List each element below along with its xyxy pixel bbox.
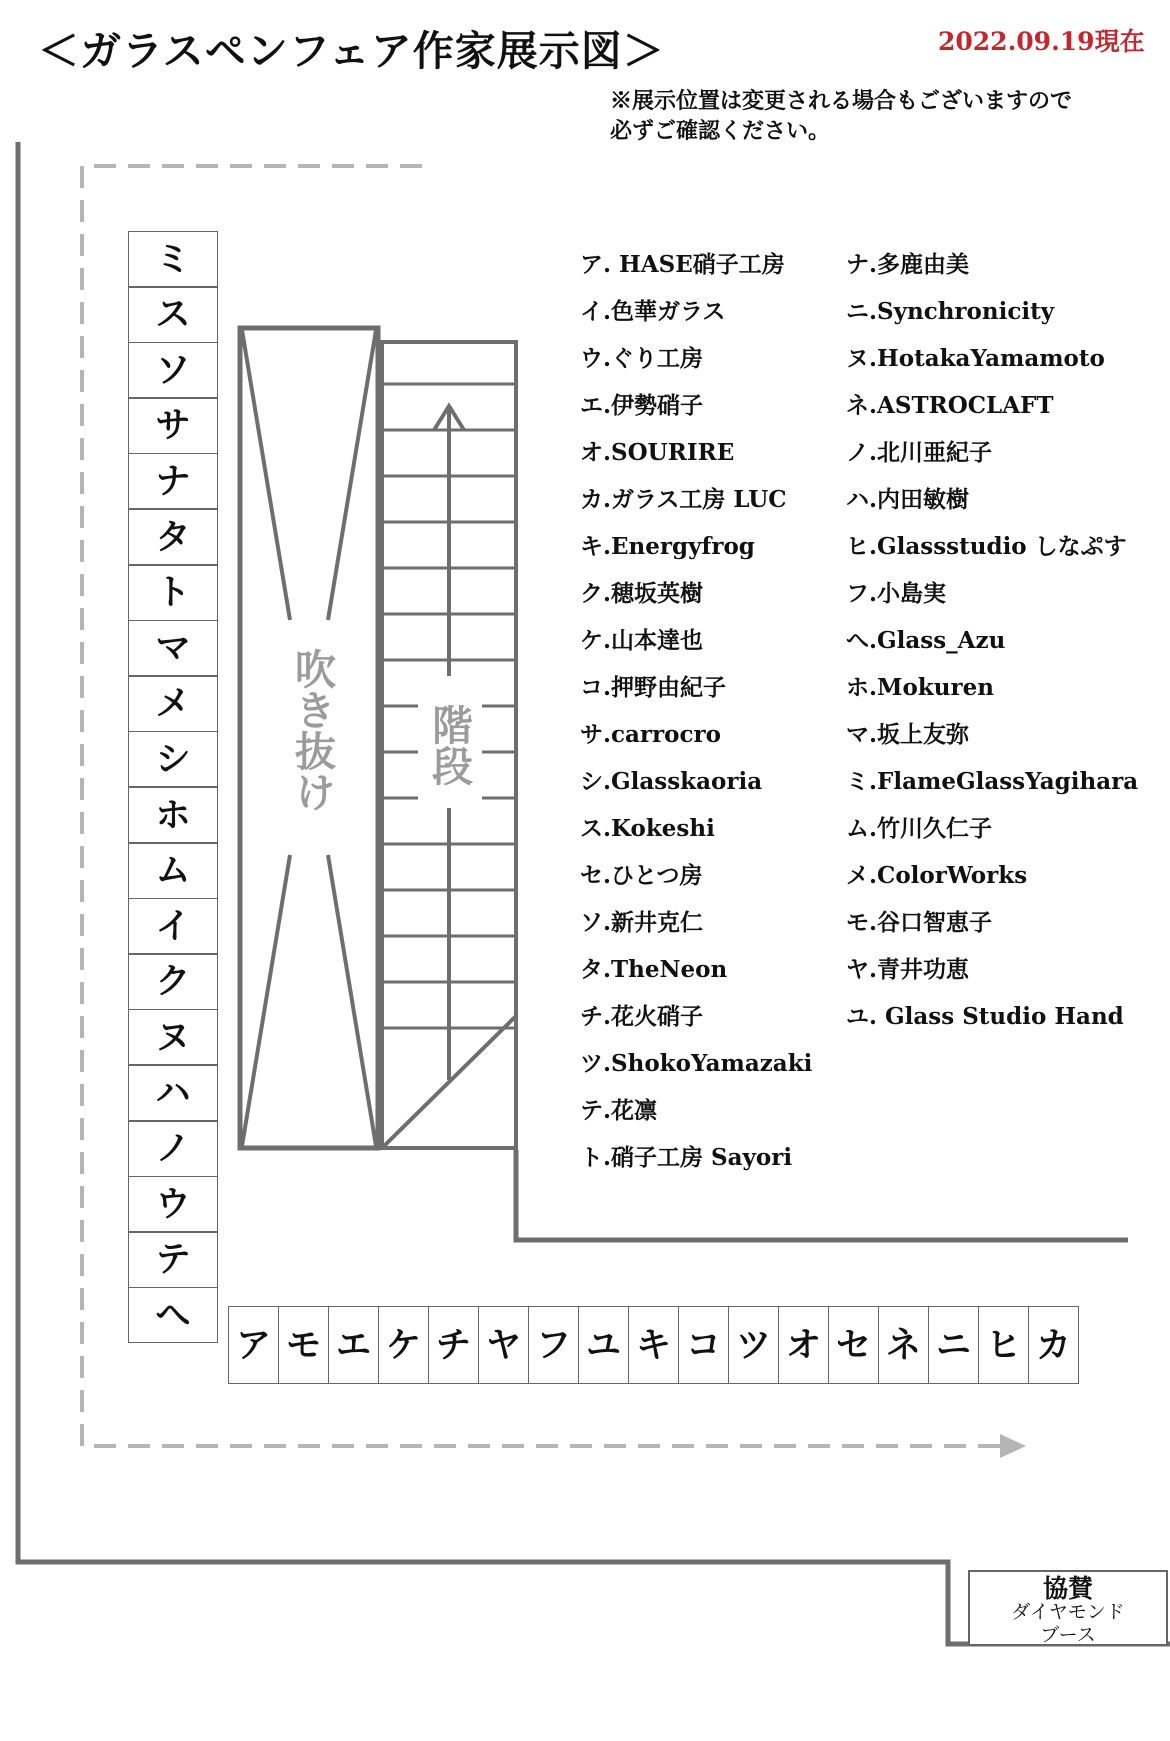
- booth-left-3: サ: [128, 398, 218, 454]
- booth-left-15: ハ: [128, 1065, 218, 1121]
- exhibitor-entry: エ.伊勢硝子: [580, 392, 704, 419]
- exhibitor-entry: ハ.内田敏樹: [846, 486, 970, 513]
- exhibitor-entry: ク.穂坂英樹: [580, 580, 704, 607]
- booth-left-9: シ: [128, 731, 218, 787]
- exhibitor-entry: ト.硝子工房 Sayori: [580, 1144, 793, 1171]
- booth-left-6: ト: [128, 565, 218, 621]
- exhibitor-entry: タ.TheNeon: [580, 956, 728, 983]
- booth-left-14: ヌ: [128, 1009, 218, 1065]
- notice-line-2: 必ずご確認ください。: [610, 118, 831, 144]
- exhibitor-entry: ム.竹川久仁子: [846, 815, 993, 842]
- exhibitor-entry: ソ.新井克仁: [580, 909, 704, 936]
- booth-bottom-15: ヒ: [978, 1306, 1029, 1384]
- exhibitor-entry: ケ.山本達也: [580, 627, 704, 654]
- exhibitor-entry: マ.坂上友弥: [846, 721, 970, 748]
- booth-bottom-16: カ: [1028, 1306, 1079, 1384]
- booth-left-11: ム: [128, 843, 218, 899]
- exhibitor-entry: カ.ガラス工房 LUC: [580, 486, 787, 513]
- exhibitor-entry: キ.Energyfrog: [580, 533, 755, 560]
- booth-left-12: イ: [128, 898, 218, 954]
- booth-left-2: ソ: [128, 342, 218, 398]
- stairs-label: 階段: [425, 704, 473, 786]
- booth-bottom-3: ケ: [378, 1306, 429, 1384]
- booth-bottom-2: エ: [328, 1306, 379, 1384]
- exhibitor-entry: へ.Glass_Azu: [846, 627, 1006, 654]
- booth-left-16: ノ: [128, 1121, 218, 1177]
- exhibitor-entry: ヤ.青井功恵: [846, 956, 970, 983]
- exhibitor-entry: オ.SOURIRE: [580, 439, 735, 466]
- booth-bottom-5: ヤ: [478, 1306, 529, 1384]
- exhibitor-entry: テ.花凛: [580, 1097, 658, 1124]
- exhibitor-entry: ニ.Synchronicity: [846, 298, 1055, 325]
- exhibitor-entry: ヒ.Glassstudio しなぷす: [846, 533, 1127, 560]
- exhibitor-entry: ノ.北川亜紀子: [846, 439, 993, 466]
- sponsor-booth: [968, 1570, 1168, 1646]
- exhibitor-entry: フ.小島実: [846, 580, 947, 607]
- booth-bottom-11: オ: [778, 1306, 829, 1384]
- exhibitor-entry: ア. HASE硝子工房: [580, 251, 785, 278]
- flow-arrowhead: [1000, 1434, 1026, 1458]
- exhibitor-entry: ナ.多鹿由美: [846, 251, 970, 278]
- exhibitor-entry: ホ.Mokuren: [846, 674, 994, 701]
- booth-bottom-4: チ: [428, 1306, 479, 1384]
- booth-left-7: マ: [128, 620, 218, 676]
- sponsor-line-2: ブース: [1040, 1623, 1096, 1646]
- booth-left-13: ク: [128, 954, 218, 1010]
- booth-bottom-7: ユ: [578, 1306, 629, 1384]
- notice-line-1: ※展示位置は変更される場合もございますので: [610, 88, 1073, 114]
- booth-left-1: ス: [128, 287, 218, 343]
- booth-bottom-8: キ: [628, 1306, 679, 1384]
- exhibitor-entry: ウ.ぐり工房: [580, 345, 704, 372]
- exhibitor-entry: モ.谷口智恵子: [846, 909, 993, 936]
- booth-left-17: ウ: [128, 1176, 218, 1232]
- exhibitor-entry: ユ. Glass Studio Hand: [846, 1003, 1124, 1030]
- booth-left-10: ホ: [128, 787, 218, 843]
- exhibitor-entry: ヌ.HotakaYamamoto: [846, 345, 1105, 372]
- booth-left-5: タ: [128, 509, 218, 565]
- exhibitor-entry: セ.ひとつ房: [580, 862, 703, 889]
- exhibitor-entry: メ.ColorWorks: [846, 862, 1028, 889]
- booth-bottom-0: ア: [228, 1306, 279, 1384]
- booth-bottom-14: ニ: [928, 1306, 979, 1384]
- exhibitor-entry: イ.色華ガラス: [580, 298, 726, 325]
- booth-bottom-10: ツ: [728, 1306, 779, 1384]
- booth-bottom-12: セ: [828, 1306, 879, 1384]
- date-label: 2022.09.19現在: [938, 27, 1145, 56]
- booth-left-8: メ: [128, 676, 218, 732]
- exhibitor-entry: ミ.FlameGlassYagihara: [846, 768, 1139, 795]
- exhibitor-entry: ス.Kokeshi: [580, 815, 715, 842]
- booth-left-4: ナ: [128, 453, 218, 509]
- booth-left-18: テ: [128, 1232, 218, 1288]
- booth-bottom-1: モ: [278, 1306, 329, 1384]
- booth-left-0: ミ: [128, 231, 218, 287]
- booth-bottom-9: コ: [678, 1306, 729, 1384]
- booth-left-19: へ: [128, 1287, 218, 1343]
- sponsor-line-1: ダイヤモンド: [1011, 1601, 1125, 1623]
- sponsor-title: 協賛: [1042, 1574, 1093, 1603]
- exhibitor-entry: ネ.ASTROCLAFT: [846, 392, 1054, 419]
- booth-bottom-13: ネ: [878, 1306, 929, 1384]
- exhibitor-entry: コ.押野由紀子: [580, 674, 727, 701]
- exhibitor-entry: シ.Glasskaoria: [580, 768, 763, 795]
- atrium-label: 吹き抜け: [288, 648, 336, 812]
- exhibitor-entry: ツ.ShokoYamazaki: [580, 1050, 813, 1077]
- exhibitor-entry: チ.花火硝子: [580, 1003, 704, 1030]
- booth-bottom-6: フ: [528, 1306, 579, 1384]
- exhibitor-entry: サ.carrocro: [580, 721, 721, 748]
- page-title: ＜ガラスペンフェア作家展示図＞: [38, 27, 665, 75]
